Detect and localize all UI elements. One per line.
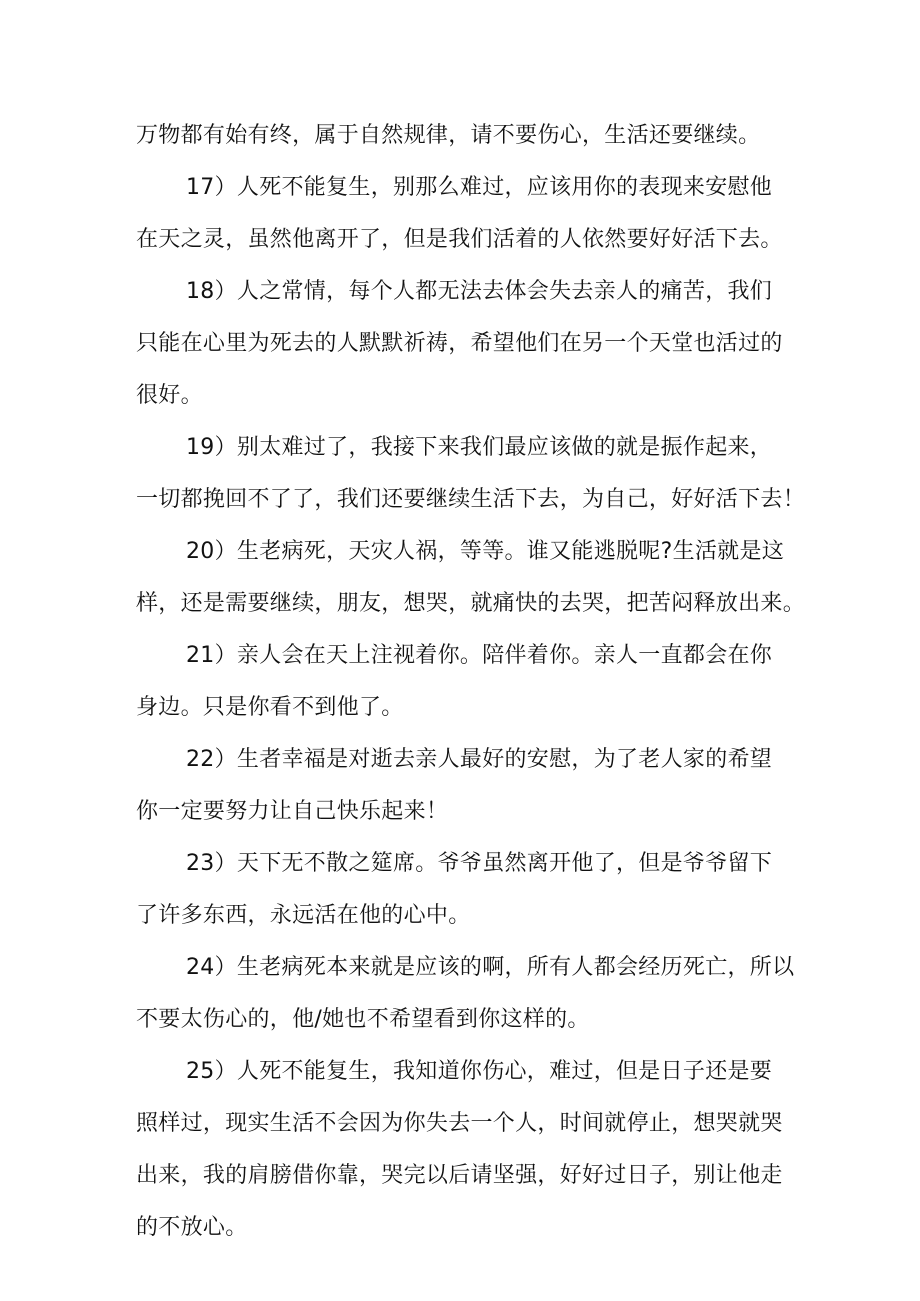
paragraph-18 xyxy=(136,266,800,422)
text-line: 25）人死不能复生，我知道你伤心，难过，但是日子还是要 xyxy=(186,1059,773,1084)
paragraph-17 xyxy=(136,162,800,266)
text-line: 18）人之常情，每个人都无法去体会失去亲人的痛苦，我们 xyxy=(186,279,773,304)
paragraph-continuation xyxy=(136,110,800,162)
text-line: 20）生老病死，天灾人祸，等等。谁又能逃脱呢?生活就是这 xyxy=(186,539,785,564)
paragraph-23 xyxy=(136,838,800,942)
text-line: 你一定要努力让自己快乐起来！ xyxy=(136,799,449,824)
text-line: 22）生者幸福是对逝去亲人最好的安慰，为了老人家的希望 xyxy=(186,747,773,772)
text-line: 23）天下无不散之筵席。爷爷虽然离开他了，但是爷爷留下 xyxy=(186,851,773,876)
text-line: 17）人死不能复生，别那么难过，应该用你的表现来安慰他 xyxy=(186,175,773,200)
text-line: 万物都有始有终，属于自然规律，请不要伤心，生活还要继续。 xyxy=(136,123,761,148)
text-line: 21）亲人会在天上注视着你。陪伴着你。亲人一直都会在你 xyxy=(186,643,773,668)
text-line: 的不放心。 xyxy=(136,1215,248,1240)
text-line: 了许多东西，永远活在他的心中。 xyxy=(136,903,471,928)
paragraph-22 xyxy=(136,734,800,838)
text-line: 只能在心里为死去的人默默祈祷，希望他们在另一个天堂也活过的 xyxy=(136,331,783,356)
text-line: 样，还是需要继续，朋友，想哭，就痛快的去哭，把苦闷释放出来。 xyxy=(136,591,806,616)
paragraph-19 xyxy=(136,422,806,526)
text-line: 照样过，现实生活不会因为你失去一个人，时间就停止，想哭就哭 xyxy=(136,1111,783,1136)
text-line: 身边。只是你看不到他了。 xyxy=(136,695,404,720)
paragraph-25 xyxy=(136,1046,800,1254)
text-line: 很好。 xyxy=(136,383,203,408)
text-line: 出来，我的肩膀借你靠，哭完以后请坚强，好好过日子，别让他走 xyxy=(136,1163,783,1188)
text-line: 在天之灵，虽然他离开了，但是我们活着的人依然要好好活下去。 xyxy=(136,227,783,252)
text-line: 不要太伤心的，他/她也不希望看到你这样的。 xyxy=(136,1007,590,1032)
document-body xyxy=(136,110,806,1254)
paragraph-21 xyxy=(136,630,800,734)
paragraph-24 xyxy=(136,942,800,1046)
text-line: 24）生老病死本来就是应该的啊，所有人都会经历死亡，所以 xyxy=(186,955,795,980)
text-line: 19）别太难过了，我接下来我们最应该做的就是振作起来， xyxy=(186,435,773,460)
text-line: 一切都挽回不了了，我们还要继续生活下去，为自己，好好活下去！ xyxy=(136,487,806,512)
paragraph-20 xyxy=(136,526,806,630)
